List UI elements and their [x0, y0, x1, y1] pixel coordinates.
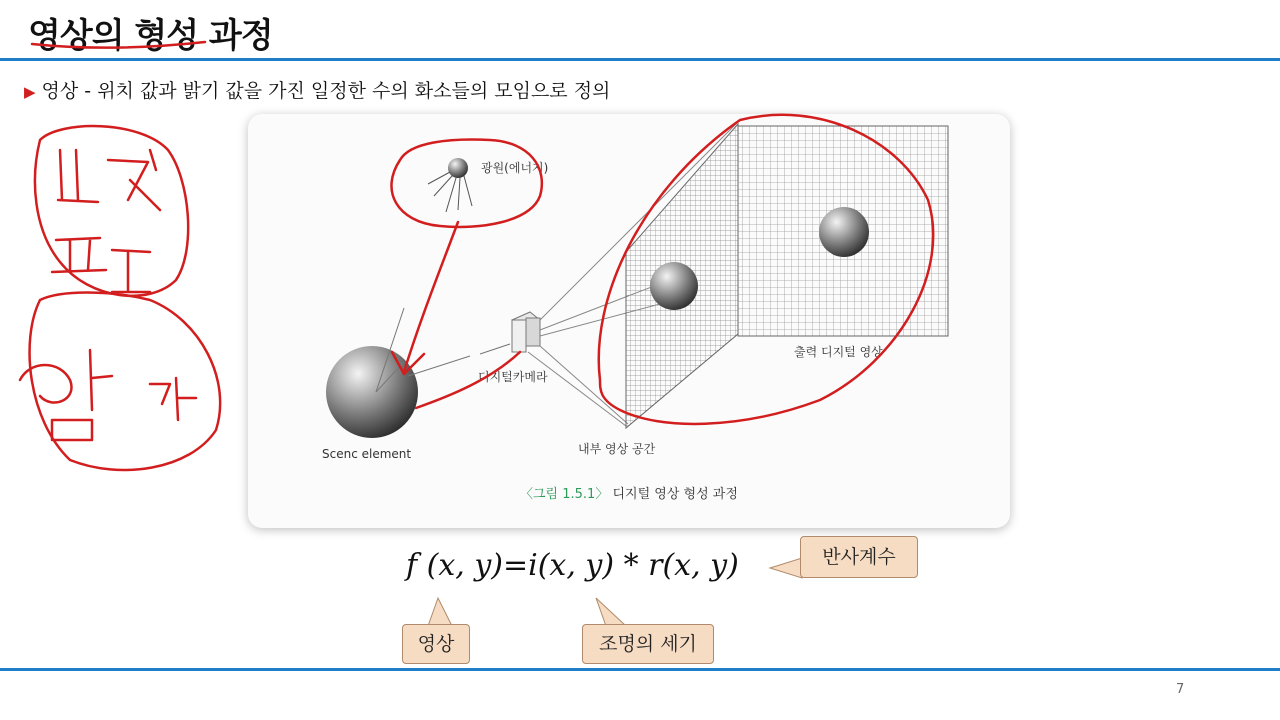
formula: f (x, y)=i(x, y) * r(x, y): [406, 548, 739, 583]
scene-element-label: Scenc element: [322, 447, 412, 461]
page-number: 7: [1176, 682, 1185, 697]
callout-image: 영상: [402, 624, 470, 664]
slide-title: 영상의 형성 과정: [28, 16, 273, 56]
figure-caption-number: 〈그림 1.5.1〉: [520, 487, 609, 502]
figure-caption-text: 디지털 영상 형성 과정: [608, 487, 738, 502]
light-source-label: 광원(에너지): [481, 161, 549, 175]
callout-reflectance: 반사계수: [800, 536, 918, 578]
bullet-text: 영상 - 위치 값과 밝기 값을 가진 일정한 수의 화소들의 모임으로 정의: [41, 80, 611, 102]
internal-space-label: 내부 영상 공간: [578, 442, 656, 456]
bottom-rule: [0, 668, 1280, 671]
bullet-triangle-icon: ▶: [24, 83, 36, 101]
output-image-label: 출력 디지털 영상: [794, 345, 883, 359]
camera-label: 디지털카메라: [478, 370, 548, 384]
callout-illumination: 조명의 세기: [582, 624, 714, 664]
